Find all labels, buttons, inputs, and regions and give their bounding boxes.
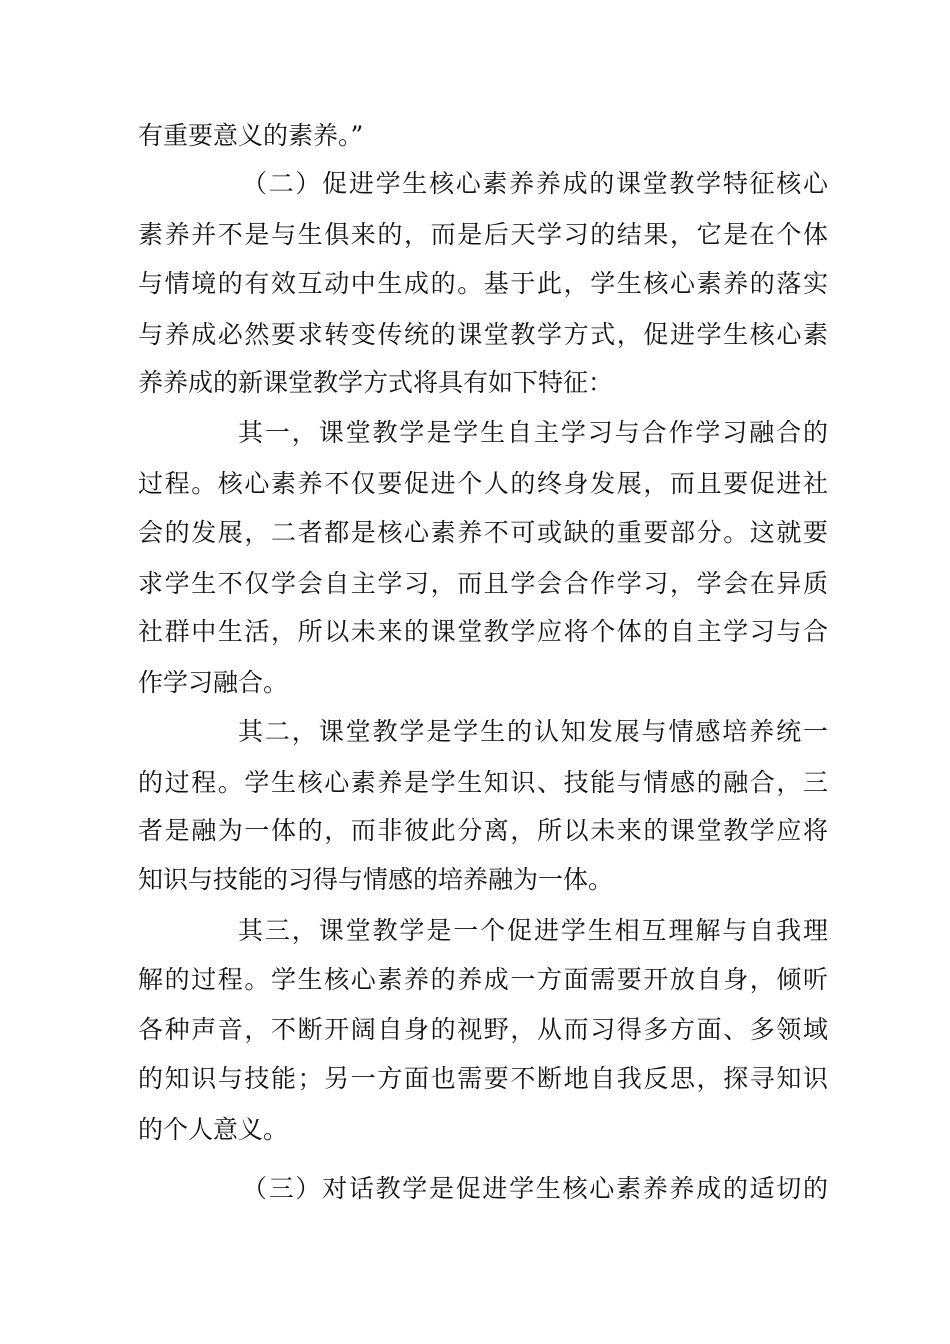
- text-line: 会的发展，二者都是核心素养不可或缺的重要部分。这就要: [138, 518, 828, 547]
- text-line: 的个人意义。: [138, 1115, 289, 1144]
- text-line: 社群中生活，所以未来的课堂教学应将个体的自主学习与合: [138, 617, 828, 646]
- section-heading-2: （二）促进学生核心素养养成的课堂教学特征核心: [242, 169, 828, 198]
- text-line: 有重要意义的素养。”: [138, 121, 364, 150]
- text-line: 与情境的有效互动中生成的。基于此，学生核心素养的落实: [138, 269, 828, 298]
- text-line: 各种声音，不断开阔自身的视野，从而习得多方面、多领域: [138, 1015, 828, 1044]
- text-line: 作学习融合。: [138, 668, 289, 697]
- text-line: 解的过程。学生核心素养的养成一方面需要开放自身，倾听: [138, 965, 828, 994]
- paragraph-first-line: 其一，课堂教学是学生自主学习与合作学习融合的: [238, 418, 828, 447]
- text-line: 的知识与技能；另一方面也需要不断地自我反思，探寻知识: [138, 1064, 828, 1093]
- text-line: 的过程。学生核心素养是学生知识、技能与情感的融合，三: [138, 768, 828, 797]
- text-line: 与养成必然要求转变传统的课堂教学方式，促进学生核心素: [138, 320, 828, 349]
- section-heading-3: （三）对话教学是促进学生核心素养养成的适切的: [242, 1174, 828, 1203]
- paragraph-first-line: 其三，课堂教学是一个促进学生相互理解与自我理: [238, 916, 828, 945]
- paragraph-first-line: 其二，课堂教学是学生的认知发展与情感培养统一: [238, 717, 828, 746]
- text-line: 知识与技能的习得与情感的培养融为一体。: [138, 865, 614, 894]
- text-line: 养养成的新课堂教学方式将具有如下特征：: [138, 368, 614, 397]
- text-line: 过程。核心素养不仅要促进个人的终身发展，而且要促进社: [138, 469, 828, 498]
- text-line: 求学生不仅学会自主学习，而且学会合作学习，学会在异质: [138, 569, 828, 598]
- text-line: 素养并不是与生俱来的，而是后天学习的结果，它是在个体: [138, 220, 828, 249]
- text-line: 者是融为一体的，而非彼此分离，所以未来的课堂教学应将: [138, 816, 828, 845]
